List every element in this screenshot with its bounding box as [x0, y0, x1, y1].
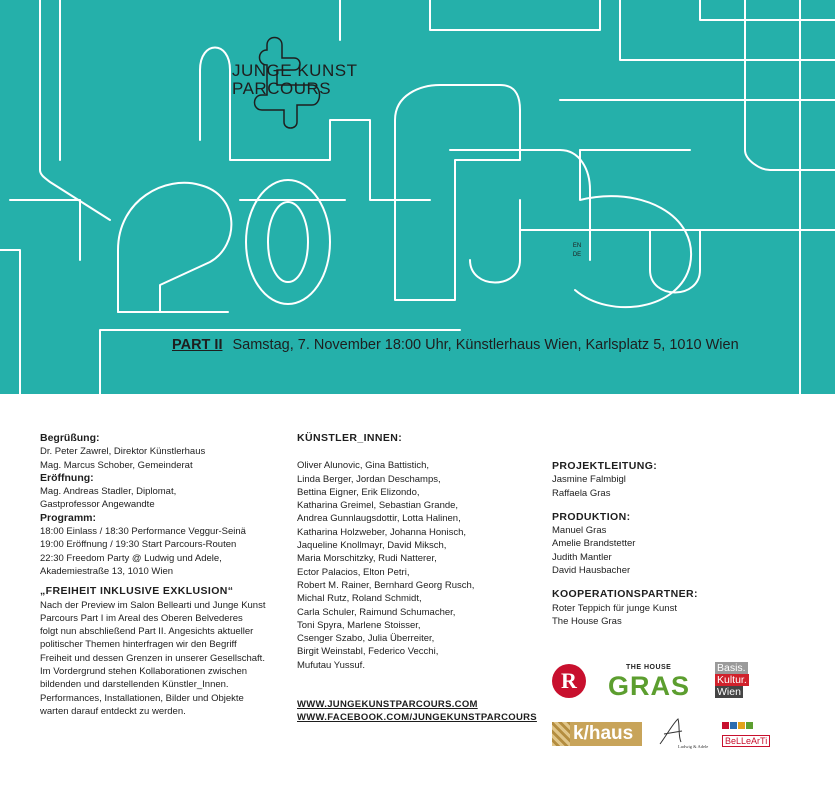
- production-line: David Hausbacher: [552, 565, 631, 577]
- artist-line: Birgit Weinstabl, Federico Vecchi,: [297, 646, 439, 658]
- opening-line: Gastprofessor Angewandte: [40, 499, 155, 511]
- lead-heading: PROJEKTLEITUNG:: [552, 460, 658, 472]
- bellearti-squares: [722, 722, 778, 729]
- hero-banner: [0, 0, 835, 394]
- schedule-heading: Programm:: [40, 511, 97, 524]
- lead-line: Jasmine Falmbigl: [552, 474, 626, 486]
- event-date-time: Samstag, 7. November 18:00 Uhr,: [232, 337, 452, 353]
- part-label: PART II: [172, 337, 223, 353]
- vertical-ende-label: ENDE: [572, 243, 582, 258]
- khaus-text: k/haus: [573, 723, 634, 744]
- theme-line: folgt nun abschließend Part II. Angesichts aktueller: [40, 626, 254, 638]
- greeting-heading: Begrüßung:: [40, 432, 100, 444]
- lead-line: Raffaela Gras: [552, 487, 611, 499]
- production-line: Judith Mantler: [552, 551, 612, 563]
- wien-word: Wien: [717, 686, 741, 698]
- artist-line: Oliver Alunovic, Gina Battistich,: [297, 460, 429, 472]
- theme-line: politischer Themen hinterfragen wir den Begriff: [40, 639, 237, 651]
- artist-line: Csenger Szabo, Julia Überreiter,: [297, 633, 435, 645]
- basis-kultur-wien-logo: [715, 662, 767, 702]
- event-venue: Künstlerhaus Wien, Karlsplatz 5, 1010 Wien: [451, 337, 739, 353]
- artist-line: Carla Schuler, Raimund Schumacher,: [297, 606, 456, 618]
- decorative-line-art: [0, 0, 835, 394]
- kultur-word: Kultur.: [717, 674, 747, 686]
- artist-line: Linda Berger, Jordan Deschamps,: [297, 473, 441, 485]
- team-column: [552, 460, 792, 628]
- artist-line: Jaqueline Knollmayr, David Miksch,: [297, 540, 447, 552]
- partner-line: The House Gras: [552, 615, 622, 627]
- artist-line: Mufutau Yussuf.: [297, 659, 365, 671]
- house-gras-top: THE HOUSE: [626, 664, 672, 671]
- theme-line: Parcours Part I im Areal des Oberen Belvederes: [40, 612, 243, 624]
- event-info: [172, 337, 739, 353]
- theme-line: Nach der Preview im Salon Bellearti und Junge Kunst: [40, 599, 266, 611]
- artist-line: Ector Palacios, Elton Petri,: [297, 566, 410, 578]
- schedule-line: Akademiestraße 13, 1010 Wien: [40, 565, 174, 577]
- greeting-line: Dr. Peter Zawrel, Direktor Künstlerhaus: [40, 446, 206, 458]
- artist-line: Maria Morschitzky, Rudi Natterer,: [297, 553, 437, 565]
- schedule-line: 22:30 Freedom Party @ Ludwig und Adele,: [40, 552, 222, 564]
- production-line: Amelie Brandstetter: [552, 538, 636, 550]
- artist-line: Robert M. Rainer, Bernhard Georg Rusch,: [297, 579, 475, 591]
- production-line: Manuel Gras: [552, 525, 607, 537]
- artist-line: Andrea Gunnlaugsdottir, Lotta Halinen,: [297, 513, 461, 525]
- artist-line: Katharina Holzweber, Johanna Honisch,: [297, 526, 466, 538]
- bellearti-logo: [722, 722, 778, 746]
- house-gras-logo: [606, 662, 698, 702]
- bellearti-text: BeLLeArTi: [722, 735, 770, 747]
- roter-teppich-logo: R: [552, 664, 586, 698]
- logo-text-line2: PARCOURS: [232, 79, 332, 98]
- theme-line: Freiheit und dessen Grenzen in unserer Gesellschaft.: [40, 652, 265, 664]
- program-column: [40, 432, 280, 718]
- house-gras-main: GRAS: [608, 671, 691, 701]
- theme-line: warten darauf entdeckt zu werden.: [40, 705, 186, 717]
- schedule-line: 18:00 Einlass / 18:30 Performance Veggur-Seinä: [40, 526, 246, 538]
- artist-line: Bettina Eigner, Erik Elizondo,: [297, 486, 420, 498]
- production-heading: PRODUKTION:: [552, 510, 631, 523]
- ludwig-adele-logo: [656, 716, 712, 752]
- artists-heading: KÜNSTLER_INNEN:: [297, 432, 403, 444]
- partner-line: Roter Teppich für junge Kunst: [552, 602, 677, 614]
- theme-line: Performances, Installationen, Bilder und Objekte: [40, 692, 244, 704]
- khaus-pattern: [552, 722, 570, 746]
- facebook-link[interactable]: WWW.FACEBOOK.COM/JUNGEKUNSTPARCOURS: [297, 712, 537, 724]
- artists-column: [297, 432, 537, 725]
- basis-word: Basis.: [717, 662, 746, 674]
- opening-heading: Eröffnung:: [40, 471, 94, 484]
- greeting-line: Mag. Marcus Schober, Gemeinderat: [40, 459, 193, 471]
- ludwig-adele-text: Ludwig & Adele: [678, 744, 709, 749]
- artist-line: Toni Spyra, Marlene Stoisser,: [297, 619, 421, 631]
- khaus-logo: [552, 722, 642, 746]
- artist-line: Michal Rutz, Roland Schmidt,: [297, 593, 422, 605]
- theme-line: bildenden und darstellenden Künstler_Innen.: [40, 679, 229, 691]
- logo-text-line1: JUNGE KUNST: [232, 61, 358, 80]
- ludwig-adele-mark-icon: [656, 716, 686, 746]
- partners-heading: KOOPERATIONSPARTNER:: [552, 588, 698, 601]
- website-link[interactable]: WWW.JUNGEKUNSTPARCOURS.COM: [297, 699, 478, 711]
- opening-line: Mag. Andreas Stadler, Diplomat,: [40, 486, 177, 498]
- schedule-line: 19:00 Eröffnung / 19:30 Start Parcours-Routen: [40, 539, 237, 551]
- theme-heading: „FREIHEIT INKLUSIVE EXKLUSION“: [40, 585, 234, 598]
- artist-line: Katharina Greimel, Sebastian Grande,: [297, 500, 459, 512]
- theme-line: Im Vordergrund stehen Kollaborationen zwischen: [40, 666, 248, 678]
